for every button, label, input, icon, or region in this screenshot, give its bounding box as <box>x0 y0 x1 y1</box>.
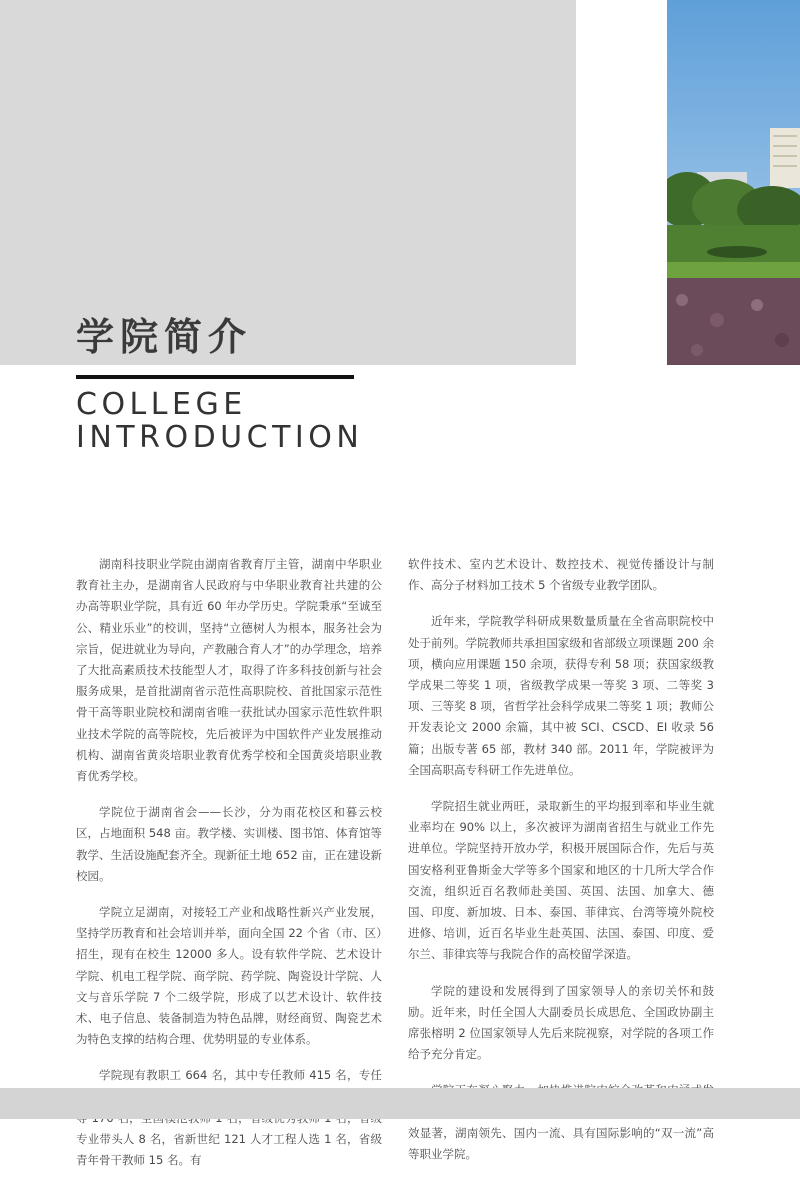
paragraph-leadership: 学院的建设和发展得到了国家领导人的亲切关怀和鼓励。近年来，时任全国人大副委员长成思危、全国政协副主席张榕明 2 位国家领导人先后来院视察，对学院的各项工作给予充分肯定。 <box>408 983 714 1062</box>
paragraph-future: 效显著，湖南领先、国内一流、具有国际影响的“双一流”高等职业学院。 <box>408 1125 714 1162</box>
campus-photo <box>667 0 800 365</box>
body-column-right <box>408 554 714 1180</box>
title-en-line-2: INTRODUCTION <box>76 420 364 455</box>
paragraph-research: 近年来，学院教学科研成果数量质量在全省高职院校中处于前列。学院教师共承担国家级和省部级立项课题 200 余项，横向应用课题 150 余项，获得专利 58 项；获国家级教学成果二等奖 1 项，省级教学成果一等奖 3 项、二等奖 3 项、三等奖 8 项，省哲学社会科学成果二等奖 1 项；教师公开发表论文 2000 余篇，其中被 SCI、CSCD、EI 收录 56 篇；出版专著 65 部，教材 340 部。2011 年，学院被评为全国高职高专科研工作先进单位。 <box>408 614 714 777</box>
header-gray-block <box>0 0 576 365</box>
page-title: 学院简介 <box>76 315 253 359</box>
title-en-line-1: COLLEGE <box>76 387 247 422</box>
page-title-english <box>76 388 363 454</box>
title-divider <box>76 375 354 379</box>
paragraph-enrollment: 学院招生就业两旺，录取新生的平均报到率和毕业生就业率均在 90% 以上，多次被评为湖南省招生与就业工作先进单位。学院坚持开放办学，积极开展国际合作，先后与英国安格利亚鲁斯金大学等多个国家和地区的十几所大学合作交流，组织近百名教师赴美国、英国、法国、加拿大、德国、印度、新加坡、日本、泰国、菲律宾、台湾等境外院校进修、培训，近百名毕业生赴英国、法国、泰国、印度、爱尔兰、菲律宾等与我院合作的高校留学深造。 <box>408 799 714 962</box>
paragraph-programs: 学院立足湖南，对接轻工产业和战略性新兴产业发展，坚持学历教育和社会培训并举，面向全国 22 个省（市、区）招生，现有在校生 12000 多人。设有软件学院、艺术设计学院、机电工程学院、商学院、药学院、陶瓷设计学院、人文与音乐学院 7 个二级学院，形成了以艺术设计、软件技术、电子信息、装备制造为特色品牌，财经商贸、陶瓷艺术为特色支撑的结构合理、优势明显的专业体系。 <box>76 905 382 1047</box>
paragraph-faculty: 学院现有教职工 664 名，其中专任教师 415 名，专任 专业带头人 8 名，省新世纪 121 人才工程人选 1 名，省级青年骨干教师 15 名。有 <box>76 1068 382 1168</box>
paragraph-overview: 湖南科技职业学院由湖南省教育厅主管，湖南中华职业教育社主办，是湖南省人民政府与中华职业教育社共建的公办高等职业学院，具有近 60 年办学历史。学院秉承“至诚至公、精业乐业”的校训，坚持“立德树人为根本，服务社会为宗旨，促进就业为导向，产教融合育人才”的办学理念，培养了大批高素质技术技能型人才，取得了许多科技创新与社会服务成果，是首批湖南省示范性高职院校、首批国家示范性骨干高等职业院校和湖南省唯一获批试办国家示范性软件职业技术学院的高等院校，先后被评为中国软件产业发展推动机构、湖南省黄炎培职业教育优秀学校和全国黄炎培职业教育优秀学校。 <box>76 557 382 784</box>
paragraph-location: 学院位于湖南省会——长沙，分为雨花校区和暮云校区，占地面积 548 亩。教学楼、实训楼、图书馆、体育馆等教学、生活设施配套齐全。现新征土地 652 亩，正在建设新校园。 <box>76 805 382 883</box>
footer-band <box>0 1088 800 1119</box>
paragraph-faculty-continued: 软件技术、室内艺术设计、数控技术、视觉传播设计与制作、高分子材料加工技术 5 个省级专业教学团队。 <box>408 557 714 593</box>
